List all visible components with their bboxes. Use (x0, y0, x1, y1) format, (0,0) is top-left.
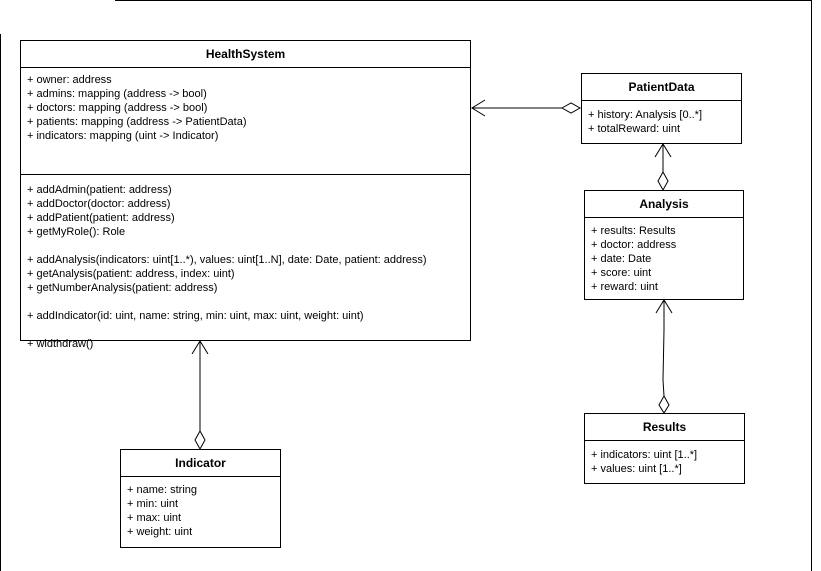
operation: + getMyRole(): Role (27, 226, 126, 238)
attribute: + date: Date (591, 253, 652, 265)
link-analysis-patientdata[interactable] (655, 144, 671, 190)
attributes-section (585, 218, 743, 298)
attribute: + admins: mapping (address -> bool) (27, 88, 207, 100)
class-title: HealthSystem (21, 41, 470, 68)
attribute: + patients: mapping (address -> PatientData) (27, 116, 247, 128)
link-patientdata-healthsystem[interactable] (472, 100, 580, 116)
attribute: + doctors: mapping (address -> bool) (27, 102, 208, 114)
attribute: + results: Results (591, 225, 676, 237)
link-indicator-healthsystem[interactable] (192, 341, 208, 449)
operation: + addDoctor(doctor: address) (27, 198, 171, 210)
operations-section (21, 174, 470, 355)
operation: + getAnalysis(patient: address, index: uint) (27, 268, 235, 280)
operation: + addAdmin(patient: address) (27, 184, 172, 196)
attributes-section (121, 477, 280, 543)
class-analysis[interactable] (584, 190, 744, 300)
operation: + addPatient(patient: address) (27, 212, 175, 224)
attribute: + owner: address (27, 74, 112, 86)
attribute: + weight: uint (127, 526, 193, 538)
attribute: + max: uint (127, 512, 182, 524)
operation: + widthdraw() (27, 338, 94, 350)
attributes-section (585, 441, 744, 480)
attribute: + doctor: address (591, 239, 677, 251)
operation: + addAnalysis(indicators: uint[1..*), values: uint[1..N], date: Date, patient: address) (27, 254, 427, 266)
attribute: + history: Analysis [0..*] (588, 109, 703, 121)
class-title: PatientData (582, 74, 741, 101)
class-title: Results (585, 414, 744, 441)
attributes-section (582, 101, 741, 140)
class-healthsystem[interactable] (20, 40, 471, 350)
class-results[interactable] (584, 413, 745, 484)
attributes-section (21, 68, 470, 174)
attribute: + indicators: uint [1..*] (591, 449, 698, 461)
class-title: Indicator (121, 450, 280, 477)
class-indicator[interactable] (120, 449, 281, 548)
operation: + addIndicator(id: uint, name: string, min: uint, max: uint, weight: uint) (27, 310, 364, 322)
class-patientdata[interactable] (581, 73, 742, 144)
operation: + getNumberAnalysis(patient: address) (27, 282, 218, 294)
attribute: + reward: uint (591, 281, 658, 293)
attribute: + score: uint (591, 267, 652, 279)
attribute: + min: uint (127, 498, 179, 510)
attribute: + totalReward: uint (588, 123, 681, 135)
class-title: Analysis (585, 191, 743, 218)
link-results-analysis[interactable] (656, 300, 672, 413)
attribute: + values: uint [1..*] (591, 463, 682, 475)
attribute: + name: string (127, 484, 198, 496)
attribute: + indicators: mapping (uint -> Indicator) (27, 130, 219, 142)
